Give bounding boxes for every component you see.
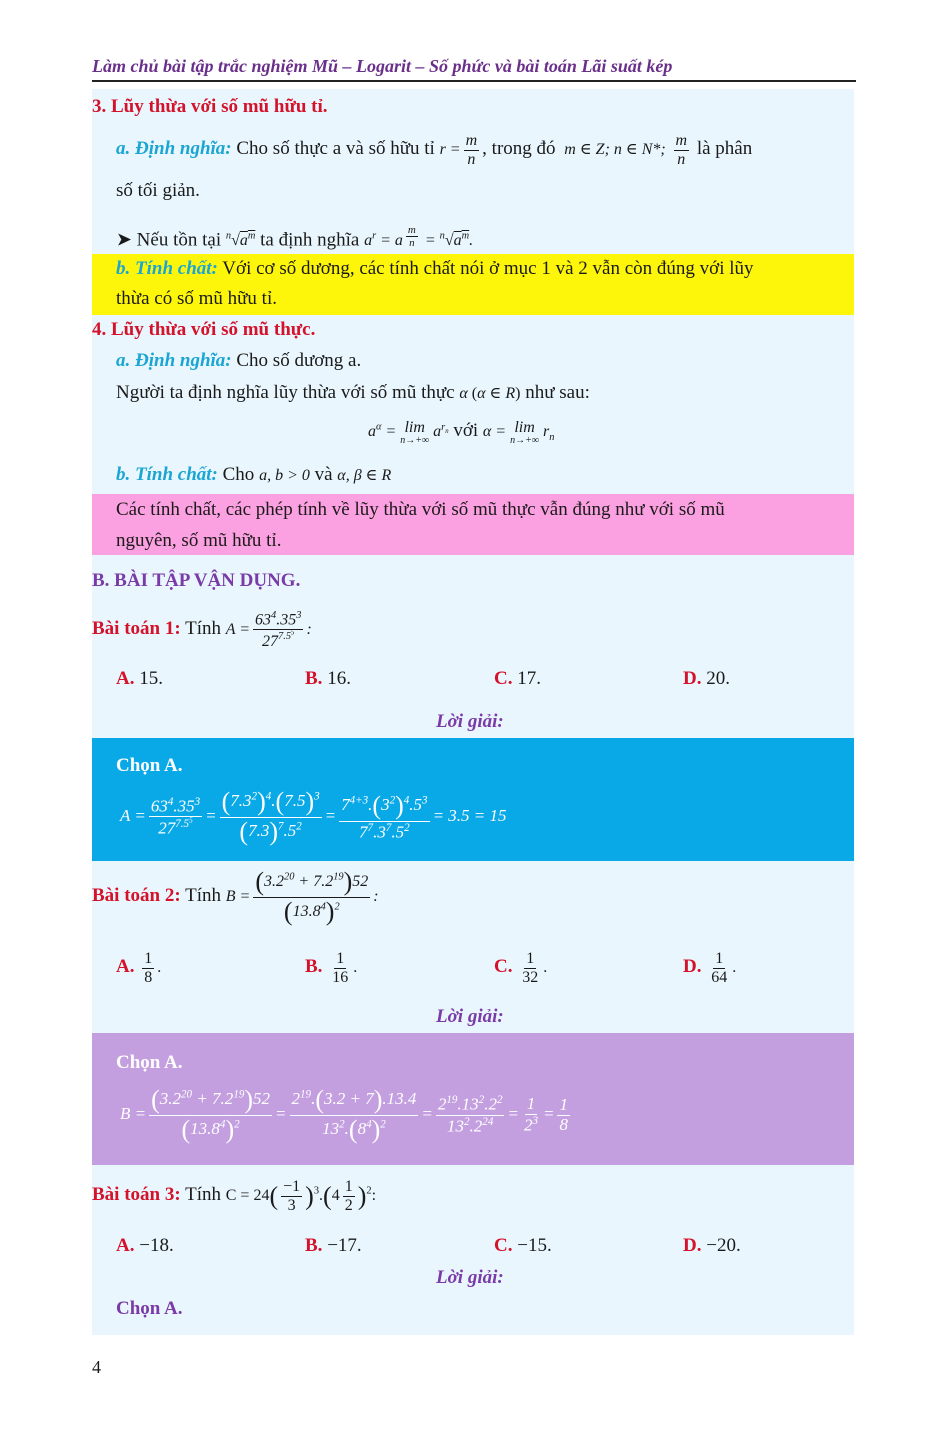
- running-header: Làm chủ bài tập trắc nghiệm Mũ – Logarit – Số phức và bài toán Lãi suất kép: [92, 56, 673, 76]
- p1-label: Bài toán 1:: [92, 617, 181, 639]
- p3-solution-heading: Lời giải:: [436, 1267, 504, 1288]
- sec4-pink-line2: nguyên, số mũ hữu tỉ.: [116, 530, 282, 551]
- p1-option-a[interactable]: A. 15.: [116, 668, 163, 689]
- p2-answer: Chọn A.: [116, 1052, 183, 1073]
- p3-text: Tính: [185, 1183, 221, 1205]
- sec4-prop: b. Tính chất: Cho a, b > 0 và α, β ∈ R: [116, 464, 392, 485]
- p1-option-c[interactable]: C. 17.: [494, 668, 541, 689]
- sec3-prop-text1: Với cơ số dương, các tính chất nói ở mục 1 và 2 vẫn còn đúng với lũy: [222, 258, 754, 279]
- sec3-def-label: a. Định nghĩa:: [116, 138, 232, 159]
- sec4-prop-va: và: [314, 464, 333, 485]
- sec4-prop-label: b. Tính chất:: [116, 464, 218, 485]
- sec3-def-text2: , trong đó: [482, 138, 556, 159]
- sec4-voi: với: [453, 420, 479, 441]
- sec4-def-line2: [116, 382, 590, 404]
- p3-option-c[interactable]: C. −15.: [494, 1235, 552, 1256]
- problem-2: [92, 868, 379, 926]
- sec3-def-text1: Cho số thực a và số hữu tỉ: [236, 138, 435, 159]
- problem-1: [92, 610, 312, 650]
- alpha-in-r: α (α ∈ R): [459, 385, 521, 402]
- p2-option-a[interactable]: A. $\frac{1}{8}$ .: [116, 950, 162, 986]
- sec4-def-text: Cho số dương a.: [236, 350, 362, 371]
- r-formula: r = $\frac{m}{n}$: [439, 132, 478, 168]
- sec3-bullet: [116, 224, 473, 251]
- p1-option-b[interactable]: B. 16.: [305, 668, 351, 689]
- p3-formula: C = 24( $\frac{-1}{3}$ )$^3$.(4 $\frac{1}{2}$ )$^2$:: [225, 1178, 377, 1214]
- header-rule: [92, 80, 856, 82]
- section-b-title: B. BÀI TẬP VẬN DỤNG.: [92, 570, 301, 591]
- p2-text: Tính: [185, 884, 221, 906]
- p2-solution-heading: Lời giải:: [436, 1006, 504, 1027]
- p2-solution-formula: B = $\frac{(3.2^{20} + 7.2^{19})52}{(13.8^4)^2}$ = $\frac{2^{19}.(3.2 + 7).13.4}{13^2.(8^4)^2}$ = $\frac{2^{19}.13^2.2^2}{13^2.2^{24}}$ = $\frac{1}{2^3}$ = $\frac{1}{8}$: [120, 1085, 568, 1144]
- p3-option-d[interactable]: D. −20.: [683, 1235, 741, 1256]
- sec4-def: [116, 350, 361, 372]
- rational-power-def: $a^r = a$ $^{\frac{m}{n}}$ = $^n√a^m$.: [364, 224, 474, 250]
- section-3-title: 3. Lũy thừa với số mũ hữu tỉ.: [92, 96, 328, 117]
- p2-option-b[interactable]: B. $\frac{1}{16}$ .: [305, 950, 358, 986]
- sec4-pink-line1: Các tính chất, các phép tính về lũy thừa với số mũ thực vẫn đúng như với số mũ: [116, 499, 725, 520]
- sec3-def-text3: là phân: [696, 138, 753, 159]
- sec3-prop-line1: [116, 258, 754, 280]
- page-number: 4: [92, 1357, 101, 1377]
- p1-solution-formula: A = $\frac{63^4.35^3}{27^{7.5^5}}$ = $\frac{(7.3^2)^4.(7.5)^3}{(7.3)^7.5^2}$ = $\frac{7^{4+3}.(3^2)^4.5^3}{7^7.3^7.5^2}$ = 3.5 = 15: [120, 787, 507, 846]
- p3-label: Bài toán 3:: [92, 1183, 181, 1205]
- p2-label: Bài toán 2:: [92, 884, 181, 906]
- p3-option-a[interactable]: A. −18.: [116, 1235, 174, 1256]
- p1-option-d[interactable]: D. 20.: [683, 668, 730, 689]
- p3-option-b[interactable]: B. −17.: [305, 1235, 362, 1256]
- sec3-prop-text2: thừa có số mũ hữu tỉ.: [116, 288, 277, 309]
- p1-solution-heading: Lời giải:: [436, 711, 504, 732]
- sec3-bullet-text1: Nếu tồn tại: [136, 229, 222, 251]
- p2-formula: B = $\frac{(3.2^{20} + 7.2^{19})52}{(13.8^4)^2}$ :: [225, 867, 379, 926]
- sec4-line2a: Người ta định nghĩa lũy thừa với số mũ thực: [116, 382, 455, 403]
- p1-formula: A = $\frac{63^4.35^3}{27^{7.5^5}}$ :: [225, 610, 312, 650]
- nth-root-expr: $^n√a^m$: [225, 230, 256, 250]
- p1-answer: Chọn A.: [116, 755, 183, 776]
- sec3-bullet-text2: ta định nghĩa: [260, 229, 360, 251]
- sec4-def-label: a. Định nghĩa:: [116, 350, 232, 371]
- m-n-domain: m ∈ Z; n ∈ N*;: [560, 141, 666, 158]
- sec3-prop-label: b. Tính chất:: [116, 258, 218, 279]
- p3-answer: Chọn A.: [116, 1298, 183, 1319]
- sec3-def-text4: số tối giản.: [116, 180, 200, 201]
- section-4-title: 4. Lũy thừa với số mũ thực.: [92, 319, 316, 340]
- p2-option-d[interactable]: D. $\frac{1}{64}$ .: [683, 950, 737, 986]
- sec3-definition: a. Định nghĩa: Cho số thực a và số hữu tỉ r = $\frac{m}{n}$ , trong đó m ∈ Z; n ∈ N*; $\frac{m}{n}$ là phân: [116, 132, 753, 168]
- problem-3: [92, 1178, 376, 1214]
- p2-option-c[interactable]: C. $\frac{1}{32}$ .: [494, 950, 548, 986]
- p1-text: Tính: [185, 617, 221, 639]
- sec4-prop-cho: Cho: [222, 464, 255, 485]
- arrow-bullet-icon: ➤: [116, 229, 132, 251]
- real-power-limit: $a^\alpha$ = lim n→+∞ $a^{r_n}$ với α = lim n→+∞ $r_n$: [368, 419, 555, 446]
- sec4-line2b: như sau:: [525, 382, 590, 403]
